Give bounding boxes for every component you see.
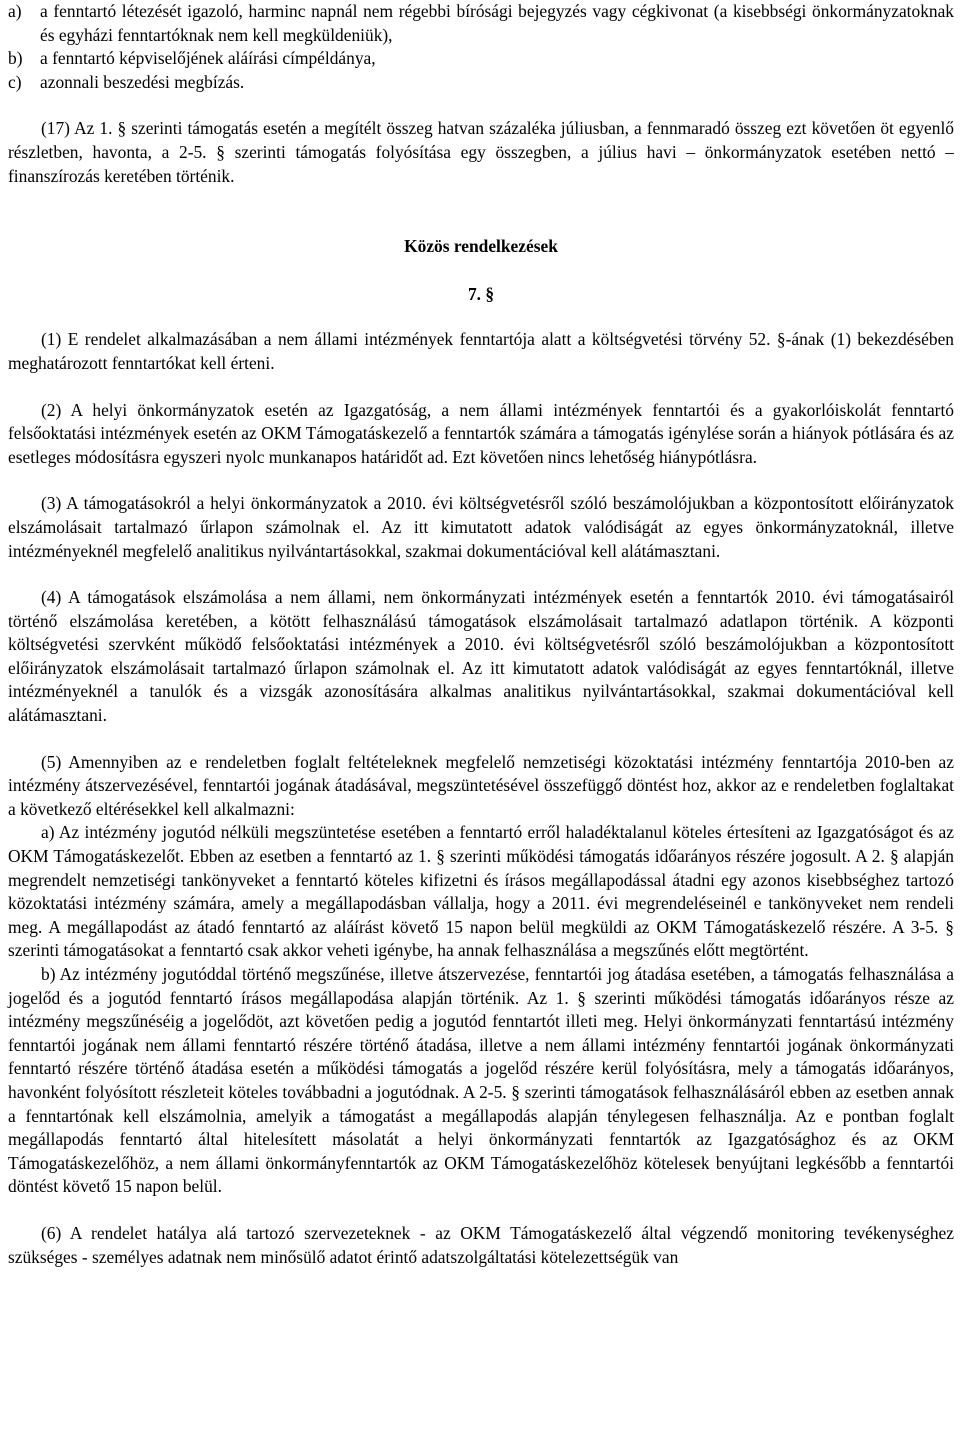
list-marker: a) [8, 1, 22, 21]
paragraph-7-5-b: b) Az intézmény jogutóddal történő megszűnése, illetve átszervezése, fenntartói jog átadása esetében, a támogatás felhasználása a jogelőd és a jogutód fenntartó írásos megállapodása alapján történik. Az 1. § szerinti működési támogatás időarányos része az intézmény megszűnéséig a jogelődöt, azt követően pedig a jogutód fenntartót illeti meg. Helyi önkormányzati fenntartású intézmény fenntartói jogának nem állami fenntartó részére történő átadása, illetve a nem állami intézmény fenntartói jogának önkormányzati fenntartó részére történő átadása esetén a működési támogatás a jogelőd részére kerül folyósításra, mely a támogatás időarányos, havonként folyósított részleteit köteles továbbadni a jogutódnak. A 2-5. § szerinti támogatások felhasználásáról ebben az esetben annak a fenntartónak kell elszámolnia, amelyik a támogatást a megállapodás alapján ténylegesen felhasználja. Az e pontban foglalt megállapodás fenntartó által hitelesített másolatát a helyi önkormányzati fenntartók az Igazgatósághoz és az OKM Támogatáskezelőhöz, a nem állami önkormányfenntartók az OKM Támogatáskezelőhöz kötelesek benyújtani legkésőbb a fenntartói döntést követő 15 napon belül. [8, 964, 954, 1197]
paragraph-7-3: (3) A támogatásokról a helyi önkormányzatok a 2010. évi költségvetésről szóló beszámolójukban a központosított előirányzatok elszámolásait tartalmazó űrlapon számolnak el. Az itt kimutatott adatok valódiságát az egyes önkormányzatoknál, illetve intézményeknél megfelelő analitikus nyilvántartásokkal, szakmai dokumentációval kell alátámasztani. [8, 493, 954, 561]
list-marker: c) [8, 71, 22, 92]
list-item-b [8, 47, 954, 71]
list-text: a fenntartó létezését igazoló, harminc napnál nem régebbi bírósági bejegyzés vagy cégkivonat (a kisebbségi önkormányzatoknak és egyházi fenntartóknak nem kell megküldeniük), [40, 1, 954, 45]
paragraph-7-1: (1) E rendelet alkalmazásában a nem állami intézmények fenntartója alatt a költségvetési törvény 52. §-ának (1) bekezdésében meghatározott fenntartókat kell érteni. [8, 329, 954, 373]
section-heading: Közös rendelkezések [404, 236, 558, 257]
list-item-c [8, 71, 954, 95]
list-text: azonnali beszedési megbízás. [40, 71, 245, 92]
paragraph-17: (17) Az 1. § szerinti támogatás esetén a megítélt összeg hatvan százaléka júliusban, a fennmaradó összeg ezt követően öt egyenlő részletben, havonta, a 2-5. § szerinti támogatás folyósítása egy összegben, a július havi – önkormányzatok esetében nettó – finanszírozás keretében történik. [8, 118, 954, 186]
paragraph-7-6: (6) A rendelet hatálya alá tartozó szervezeteknek - az OKM Támogatáskezelő által végzendő monitoring tevékenységhez szükséges - személyes adatnak nem minősülő adatot érintő adatszolgáltatási kötelezettségük van [8, 1222, 954, 1267]
list-text: a fenntartó képviselőjének aláírási címpéldánya, [40, 48, 376, 69]
requirements-list [8, 0, 954, 94]
paragraph-7-5-a: a) Az intézmény jogutód nélküli megszüntetése esetében a fenntartó erről haladéktalanul köteles értesíteni az Igazgatóságot és az OKM Támogatáskezelőt. Ebben az esetben a fenntartó az 1. § szerinti működési támogatás időarányos részére jogosult. A 2. § alapján megrendelt nemzetiségi tankönyveket a fenntartó köteles kifizetni és írásos megállapodással átadni egy azonos kisebbséghez tartozó közoktatási intézmény számára, amely a megállapodásban vállalja, hogy a 2011. évi megrendeléseinél e tankönyveket nem rendeli meg. A megállapodást az átadó fenntartó az aláírást követő 15 napon belül megküldi az OKM Támogatáskezelő részére. A 3-5. § szerinti támogatásokat a fenntartó csak akkor veheti igénybe, ha annak felhasználása a megszűnés előtt megtörtént. [8, 822, 954, 961]
paragraph-7-4: (4) A támogatások elszámolása a nem állami, nem önkormányzati intézmények esetén a fenntartók 2010. évi támogatásairól történő elszámolása keretében, a kötött felhasználású támogatások elszámolásait tartalmazó adatlapon történik. A központi költségvetési szervként működő felsőoktatási intézmények a 2010. évi költségvetésről szóló beszámolójukban a központosított előirányzatok elszámolásait tartalmazó űrlapon számolnak el. Az itt kimutatott adatok valódiságát az egyes fenntartóknál, illetve intézményeknél a tanulók és a vizsgák azonosítására alkalmas analitikus nyilvántartásokkal, szakmai dokumentációval kell alátámasztani. [8, 587, 954, 726]
list-item-a [8, 0, 954, 47]
list-marker: b) [8, 48, 23, 69]
paragraph-7-5: (5) Amennyiben az e rendeletben foglalt feltételeknek megfelelő nemzetiségi közoktatási intézmény fenntartója 2010-ben az intézmény átszervezésével, fenntartói jogának átadásával, megszüntetésével összefüggő döntést hoz, akkor az e rendeletben foglaltakat a következő eltérésekkel kell alkalmazni: [8, 751, 954, 819]
paragraph-7-2: (2) A helyi önkormányzatok esetén az Igazgatóság, a nem állami intézmények fenntartói és a gyakorlóiskolát fenntartó felsőoktatási intézmények esetén az OKM Támogatáskezelő a fenntartók számára a támogatás igénylése során a hiányok pótlására és az esetleges módosításra egyszeri nyolc munkanapos határidőt ad. Ezt követően nincs lehetőség hiánypótlásra. [8, 399, 954, 467]
section-number: 7. § [467, 283, 495, 304]
